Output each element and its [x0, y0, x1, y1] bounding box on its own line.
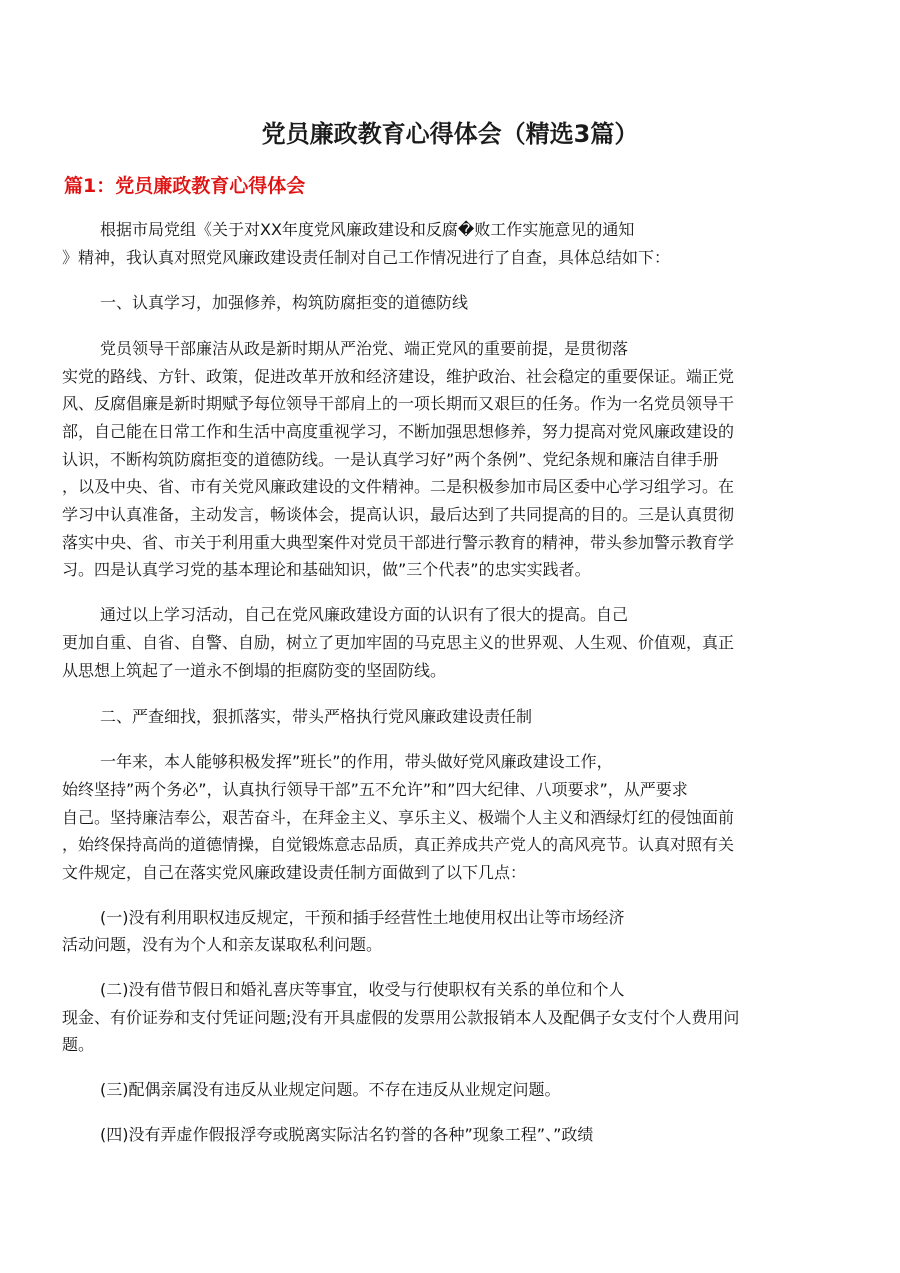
paragraph-line: 一年来，本人能够积极发挥”班长”的作用，带头做好党风廉政建设工作，	[100, 752, 613, 771]
paragraph-line: 始终坚持”两个务必”，认真执行领导干部”五不允许”和”四大纪律、八项要求”，从严要求	[62, 780, 688, 799]
paragraph-line: 更加自重、自省、自警、自励，树立了更加牢固的马克思主义的世界观、人生观、价值观，真正	[62, 633, 735, 652]
subheading: 二、严查细找，狠抓落实，带头严格执行党风廉政建设责任制	[100, 707, 533, 726]
paragraph-line: 部，自己能在日常工作和生活中高度重视学习，不断加强思想修养，努力提高对党风廉政建设的	[62, 422, 735, 441]
paragraph-line: 习。四是认真学习党的基本理论和基础知识，做”三个代表”的忠实实践者。	[62, 560, 591, 579]
paragraph-line: 从思想上筑起了一道永不倒塌的拒腐防变的坚固防线。	[62, 661, 447, 680]
document-title: 党员廉政教育心得体会（精选3篇）	[261, 120, 639, 148]
paragraph-line: 落实中央、省、市关于利用重大典型案件对党员干部进行警示教育的精神，带头参加警示教育学	[62, 533, 735, 552]
paragraph-line: 通过以上学习活动，自己在党风廉政建设方面的认识有了很大的提高。自己	[100, 605, 629, 624]
paragraph-line: 》精神，我认真对照党风廉政建设责任制对自己工作情况进行了自查，具体总结如下：	[62, 248, 671, 267]
paragraph-line: 题。	[62, 1035, 95, 1054]
subheading: 一、认真学习，加强修养，构筑防腐拒变的道德防线	[100, 293, 469, 312]
paragraph-line: 党员领导干部廉洁从政是新时期从严治党、端正党风的重要前提，是贯彻落	[100, 339, 629, 358]
paragraph-line: 认识，不断构筑防腐拒变的道德防线。一是认真学习好”两个条例”、党纪条规和廉洁自律手册	[62, 450, 719, 469]
section-heading: 篇1：党员廉政教育心得体会	[64, 175, 306, 197]
paragraph-line: 学习中认真准备，主动发言，畅谈体会，提高认识，最后达到了共同提高的目的。三是认真贯彻	[62, 505, 735, 524]
paragraph-line: 现金、有价证券和支付凭证问题;没有开具虚假的发票用公款报销本人及配偶子女支付个人费用问	[62, 1008, 740, 1027]
paragraph-line: 风、反腐倡廉是新时期赋予每位领导干部肩上的一项长期而又艰巨的任务。作为一名党员领导干	[62, 394, 735, 413]
paragraph-line: (三)配偶亲属没有违反从业规定问题。不存在违反从业规定问题。	[100, 1080, 561, 1099]
paragraph-line: 自己。坚持廉洁奉公，艰苦奋斗，在拜金主义、享乐主义、极端个人主义和酒绿灯红的侵蚀面前	[62, 808, 735, 827]
paragraph-line: 活动问题，没有为个人和亲友谋取私利问题。	[62, 935, 383, 954]
paragraph-line: ，以及中央、省、市有关党风廉政建设的文件精神。二是积极参加市局区委中心学习组学习。在	[62, 477, 735, 496]
paragraph-line: 实党的路线、方针、政策，促进改革开放和经济建设，维护政治、社会稳定的重要保证。端正党	[62, 367, 735, 386]
paragraph-line: (一)没有利用职权违反规定，干预和插手经营性土地使用权出让等市场经济	[100, 908, 625, 927]
paragraph-line: 根据市局党组《关于对XX年度党风廉政建设和反腐�败工作实施意见的通知	[100, 220, 635, 239]
paragraph-line: (四)没有弄虚作假报浮夸或脱离实际沽名钓誉的各种”现象工程”、”政绩	[100, 1125, 594, 1144]
paragraph-line: 文件规定，自己在落实党风廉政建设责任制方面做到了以下几点：	[62, 863, 527, 882]
paragraph-line: ，始终保持高尚的道德情操，自觉锻炼意志品质，真正养成共产党人的高风亮节。认真对照有关	[62, 835, 735, 854]
paragraph-line: (二)没有借节假日和婚礼喜庆等事宜，收受与行使职权有关系的单位和个人	[100, 980, 625, 999]
